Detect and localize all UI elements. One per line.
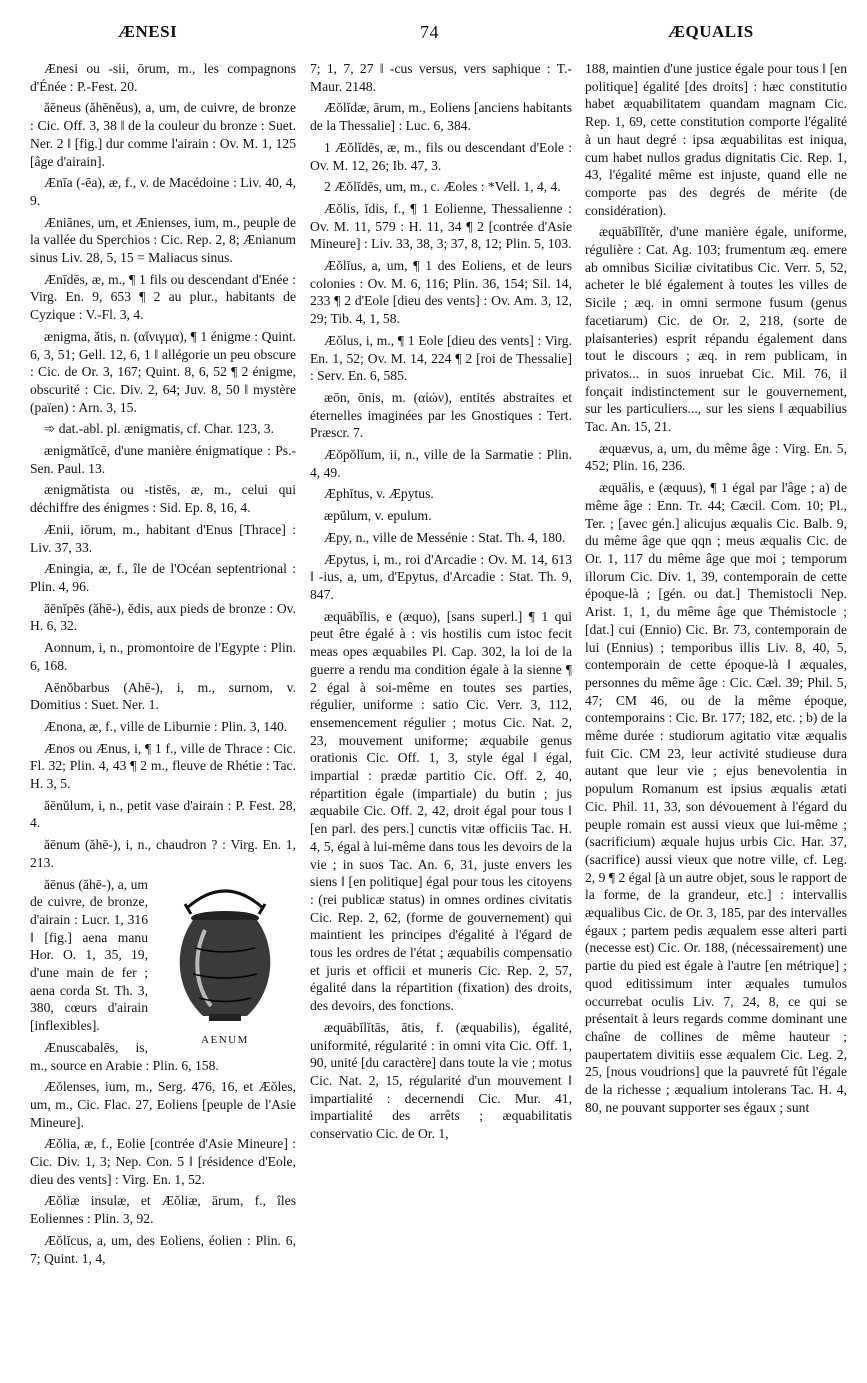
dictionary-entry: æquābĭlis, e (æquo), [sans superl.] ¶ 1 qui peut être égalé à : vis hostilis cum istoc fecit meas opes æquabiles Pl. Cap. 302, la loi de la guerre a rendu ma condition égale à la sienne ¶ 2 égal à soi-même en toutes ses parties, régulier, uniforme : satio Cic. Verr. 3, 112, ensemencement régulier ; motus Cic. Nat. 2, 23, mouvement uniforme; æquabile genus orationis Cic. Off. 1, 3, style égal ‖ égal, impartial : prædæ partitio Cic. Off. 2, 40, répartition égale (impartiale) du butin ; jus æquabile Cic. Off. 2, 42, droit égal pour tous ‖ [en parl. des pers.] cunctis vitæ officiis Tac. H. 4, 5, égal à lui-même dans tous les devoirs de la vie ; in suos Tac. An. 6, 31, juste envers les siens ‖ [en politique] égal pour tous les citoyens : (rei publicæ status) in omnes ordines civitatis Cic. Rep. 2, 62, (forme de gouvernement) qui maintient les principes d'égalité à l'égard de tous les ordres de l'état ; æquabilis compensatio et juris et officii et muneris Cic. Rep. 2, 57, égalité dans la répartition (fixation) des droits, des devoirs, des fonctions.: [310, 608, 572, 1014]
dictionary-entry: Ænīdēs, æ, m., ¶ 1 fils ou descendant d'Enée : Virg. En. 9, 653 ¶ 2 au plur., habitants de Cyzique : V.-Fl. 3, 4.: [30, 271, 296, 323]
dictionary-entry: ăēnŭlum, i, n., petit vase d'airain : P. Fest. 28, 4.: [30, 797, 296, 831]
figure-caption: AENUM: [201, 1033, 249, 1046]
dictionary-entry: ăēnum (ăhē-), i, n., chaudron ? : Virg. En. 1, 213.: [30, 837, 296, 870]
dictionary-entry: æōn, ōnis, m. (αἰών), entités abstraites et éternelles imaginées par les Gnostiques : Tert. Præscr. 7.: [310, 389, 572, 441]
dictionary-entry: æpŭlum, v. epulum.: [324, 508, 432, 524]
dictionary-entry: æquābĭlĭtās, ātis, f. (æquabilis), égalité, uniformité, régularité : in omni vita Cic. Off. 1, 90, unité [du caractère] dans toute la vie ; motus Cic. Nat. 2, 15, régularité d'un mouvement ‖ impartialité : decernendi Cic. Mur. 41, impartialité des arrêts ; æquabilitatis conservatio Cic. de Or. 1,: [310, 1019, 572, 1142]
dictionary-entry: Æningia, æ, f., île de l'Océan septentrional : Plin. 4, 96.: [30, 561, 296, 594]
dictionary-entry: 7; 1, 7, 27 ‖ -cus versus, vers saphique : T.-Maur. 2148.: [310, 61, 572, 94]
running-head-right: ÆQUALIS: [668, 22, 754, 41]
dictionary-entry: Æŏlĭdæ, ārum, m., Eoliens [anciens habitants de la Thessalie] : Luc. 6, 384.: [310, 100, 572, 134]
dictionary-entry: Ænii, iōrum, m., habitant d'Enus [Thrace] : Liv. 37, 33.: [30, 521, 296, 555]
dictionary-entry: Æŏlĭcus, a, um, des Eoliens, éolien : Plin. 6, 7; Quint. 1, 4,: [30, 1232, 296, 1266]
page-number: 74: [420, 22, 439, 42]
running-head-left: ÆNESI: [118, 22, 178, 41]
dictionary-entry: Æŏlenses, ium, m., Serg. 476, 16, et Æŏles, um, m., Cic. Flac. 27, Eoliens [peuple de l'Asie Mineure].: [30, 1079, 296, 1130]
dictionary-entry: Æŏlĭus, a, um, ¶ 1 des Eoliens, et de leurs colonies : Ov. M. 6, 116; Plin. 36, 154; Sil. 14, 233 ¶ 2 d'Eole [dieu des vents] : Ov. Am. 3, 12, 29; Tib. 4, 1, 58.: [310, 258, 572, 327]
column-left: [30, 60, 296, 1375]
cauldron-illustration: [165, 878, 285, 1028]
dictionary-entry: Ænos ou Ænus, i, ¶ 1 f., ville de Thrace : Cic. Fl. 32; Plin. 4, 43 ¶ 2 m., fleuve de Rhétie : Tac. H. 3, 5.: [30, 740, 296, 792]
dictionary-entry: æquævus, a, um, du même âge : Virg. En. 5, 452; Plin. 16, 236.: [585, 440, 847, 474]
dictionary-entry: ænigmătista ou -tistēs, æ, m., celui qui déchiffre des énigmes : Sid. Ep. 8, 16, 4.: [30, 482, 296, 516]
dictionary-entry: æquābĭlĭtĕr, d'une manière égale, uniforme, régulière : Cat. Ag. 103; frumentum æq. emere ab omnibus Siciliæ civitatibus Cic. Verr. 5, 52, acheter le blé également à toutes les villes de Sicile ; æq. in omni sermone fusum (genus facetiarum) Cic. de Or. 2, 218, (sorte de plaisanteries) esprit répandu également dans tout le discours ; æq. in rem publicam, in privatos... in suos inruebat Cic. Mil. 76, il fonçait indistinctement sur le gouvernement, sur les particuliers..., sur les siens ‖ æquabilius Tac. An. 15, 21.: [585, 224, 847, 435]
dictionary-entry: 2 Æŏlĭdēs, um, m., c. Æoles : *Vell. 1, 4, 4.: [324, 179, 561, 195]
dictionary-entry: ăēneus (ăhēnĕus), a, um, de cuivre, de bronze : Cic. Off. 3, 38 ‖ de la couleur du bronze : Suet. Ner. 2 ‖ [fig.] dur comme l'airain : Ov. M. 1, 125 [âge d'airain].: [30, 100, 296, 169]
dictionary-entry: Æŏliæ insulæ, et Æŏliæ, ārum, f., îles Eoliennes : Plin. 3, 92.: [30, 1193, 296, 1227]
dictionary-entry: 1 Æŏlĭdēs, æ, m., fils ou descendant d'Eole : Ov. M. 12, 26; Ib. 47, 3.: [310, 139, 572, 173]
column-right: [585, 60, 847, 1375]
dictionary-entry: Æŏlus, i, m., ¶ 1 Eole [dieu des vents] : Virg. En. 1, 52; Ov. M. 14, 224 ¶ 2 [roi de Thessalie] : Serv. En. 6, 585.: [310, 332, 572, 384]
dictionary-entry: 188, maintien d'une justice égale pour tous ‖ [en politique] égalité [des droits] : hæc constitutio habet æquabilitatem quandam magnam Cic. Rep. 1, 69, cette constitution comporte l'égalité à un haut degré : ipsa æquabilitas est iniqua, cum habet nullos gradus dignitatis Cic. Rep. 1, 43, l'égalité même est injuste, quand elle ne comporte pas des degrés de mérite (de considération).: [585, 61, 847, 218]
dictionary-entry: Æŏpŏlĭum, ii, n., ville de la Sarmatie : Plin. 4, 49.: [310, 447, 572, 480]
dictionary-entry: Æpy, n., ville de Messénie : Stat. Th. 4, 180.: [324, 529, 566, 545]
dictionary-entry: Ænuscabalēs, is, m., source en Arabie : Plin. 6, 158.: [30, 1039, 219, 1073]
dictionary-entry: Aonnum, i, n., promontoire de l'Egypte : Plin. 6, 168.: [30, 640, 296, 673]
dictionary-entry: Ænīa (-ēa), æ, f., v. de Macédoine : Liv. 40, 4, 9.: [30, 175, 296, 208]
dictionary-entry: Æphĭtus, v. Æpytus.: [324, 486, 434, 502]
dictionary-entry: Aēnŏbarbus (Ahē-), i, m., surnom, v. Domitius : Suet. Ner. 1.: [30, 679, 296, 713]
dictionary-entry: Ænesi ou -sii, ōrum, m., les compagnons d'Énée : P.-Fest. 20.: [30, 61, 296, 94]
dictionary-entry: ăēnus (ăhē-), a, um de cuivre, de bronze, d'airain : Lucr. 1, 316 ‖ [fig.] aena manu Hor. O. 1, 35, 19, d'une main de fer ; aena corda St. Th. 3, 380, cœurs d'airain [inflexibles].: [30, 876, 148, 1034]
dictionary-entry: Æpytus, i, m., roi d'Arcadie : Ov. M. 14, 613 ‖ -ius, a, um, d'Epytus, d'Arcadie : Stat. Th. 9, 847.: [310, 551, 572, 602]
dictionary-entry: æquālis, e (æquus), ¶ 1 égal par l'âge ; a) de même âge : Enn. Tr. 44; Cæcil. Com. 10; Pl., Ter. ; [avec gén.] alicujus æqualis Cic. Balb. 9, du même âge que qqn ; meus æqualis Cic. de Or. 1, 117 du même âge que moi ; temporum illorum Cic. Div. 1, 39, contemporain de cette époque-là ; [gén. ou dat.] Themistocli Nep. Arist. 1, 1, du même âge que Thémistocle ; [dat.] cui (Ennio) Cic. Br. 73, contemporain de lui (Ennius) ; temporibus illis Liv. 8, 40, 5, contemporain de cette époque-là ‖ æquales, personnes du même âge : Cic. Cæl. 39; Phil. 5, 47; CM 46, ou de la même époque, contemporains : Cic. Br. 177; 182, etc. ; b) de la même durée : studiorum agitatio vitæ æqualis fuit Cic. CM 23, leur activité studieuse dura autant que leur vie ; ejus benevolentia in populum Romanum est ipsius æqualis ætati Cic. Phil. 11, 33, son dévouement à l'égard du peuple romain est aussi vieux que lui-même ; (sacrificium) æquale hujus urbis Cic. Har. 37, (sacrifice) aussi vieux que notre ville, cf. Leg. 2, 9 ¶ 2 égal [à un autre objet, sous le rapport de la forme, de la grandeur, etc.] : intervallis æqualibus Cic. de Or. 3, 185, par des intervalles égaux ; partem pedis æqualem esse alteri parti (necesse est) Cic. Or. 188, (nécessairement) une partie du pied est égale à l'autre [en métrique] ; quod editissimum inter æquales tumulos occurrebat oculis Liv. 7, 24, 8, ce qui se présentait à leurs regards comme dominant une chaîne de collines de même hauteur ; paupertatem divitiis esse æqualem Cic. Leg. 2, 25, [nous voudrions] que la pauvreté fût l'égale de la richesse ; æqualium intolerans Tac. H. 4, 80, ne pouvant supporter ses égaux ; sunt: [585, 480, 847, 1115]
dictionary-entry: Ænona, æ, f., ville de Liburnie : Plin. 3, 140.: [44, 718, 288, 734]
aenum-figure: [154, 878, 296, 1050]
dictionary-entry: ➾ dat.-abl. pl. ænigmatis, cf. Char. 123, 3.: [44, 421, 274, 437]
dictionary-entry: ænigmătĭcē, d'une manière énigmatique : Ps.-Sen. Paul. 13.: [30, 443, 296, 476]
dictionary-entry: Æŏlia, æ, f., Eolie [contrée d'Asie Mineure] : Cic. Div. 1, 3; Nep. Con. 5 ‖ [résidence d'Eole, dieu des vents] : Virg. En. 1, 52.: [30, 1136, 296, 1187]
dictionary-entry: Æniānes, um, et Ænienses, ium, m., peuple de la vallée du Sperchios : Cic. Rep. 2, 8; Ænianum sinus Liv. 28, 5, 15 = Maliacus sinus.: [30, 214, 296, 266]
dictionary-entry: ænigma, ătis, n. (αἴνιγμα), ¶ 1 énigme : Quint. 6, 3, 51; Gell. 12, 6, 1 ‖ allégorie un peu obscure : Cic. de Or. 3, 167; Quint. 8, 6, 52 ¶ 2 énigme, obscurité : Cic. Div. 2, 64; Juv. 8, 50 ‖ mystère (païen) : Arn. 3, 15.: [30, 328, 296, 415]
dictionary-entry: Æŏlis, ĭdis, f., ¶ 1 Eolienne, Thessalienne : Ov. M. 11, 579 : H. 11, 34 ¶ 2 [contrée d'Asie Mineure] : Liv. 33, 38, 3; 37, 8, 12; Plin. 5, 103.: [310, 200, 572, 252]
dictionary-entry: ăēnĭpēs (ăhē-), ĕdis, aux pieds de bronze : Ov. H. 6, 32.: [30, 600, 296, 634]
column-middle: [310, 60, 572, 1375]
